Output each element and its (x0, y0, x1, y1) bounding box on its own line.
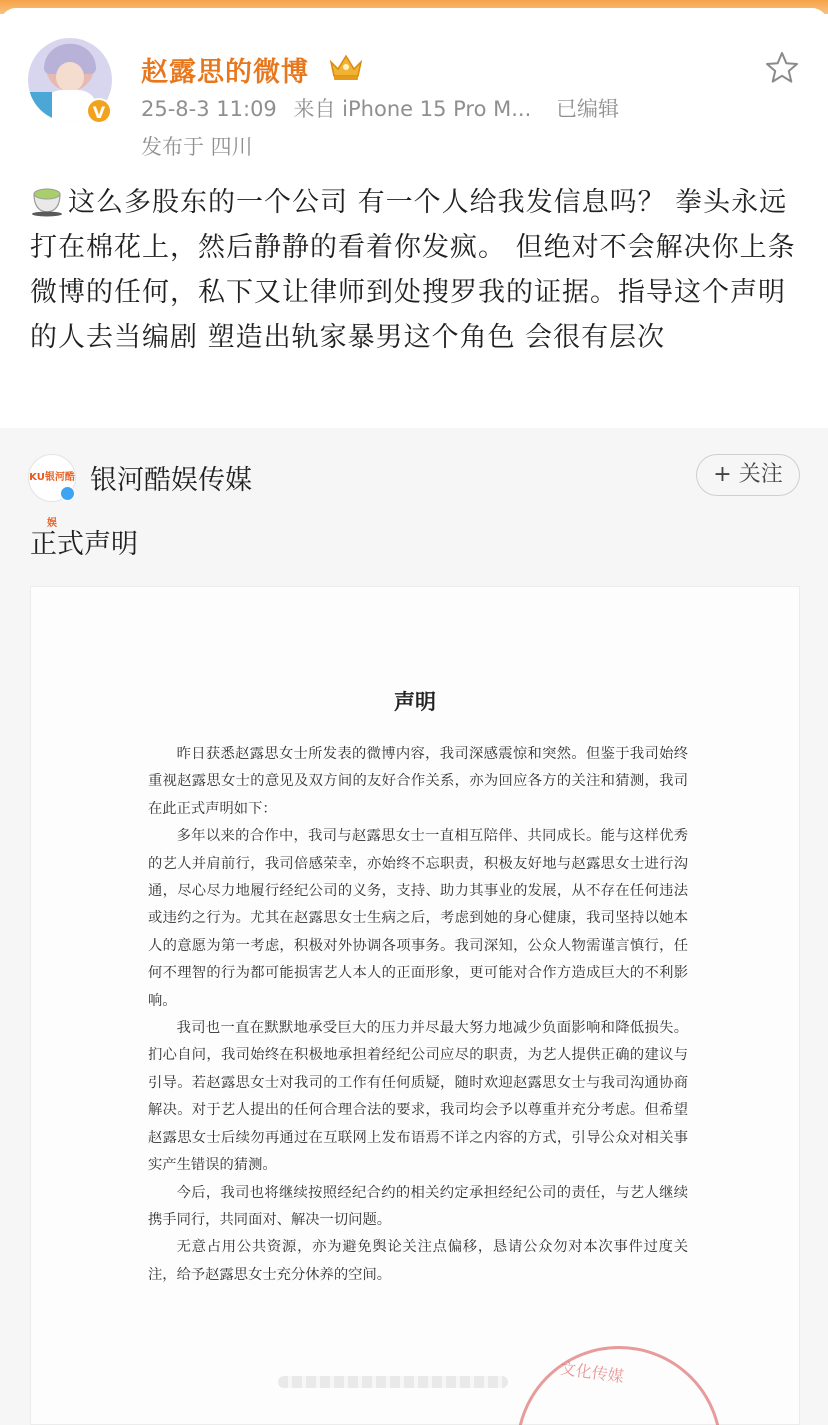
seal-text: 文化传媒 (558, 1358, 625, 1387)
statement-image[interactable] (30, 586, 800, 1425)
statement-paragraph: 多年以来的合作中，我司与赵露思女士一直相互陪伴、共同成长。能与这样优秀的艺人并肩前行，我司倍感荣幸，亦始终不忘职责，积极友好地与赵露思女士进行沟通，尽心尽力地履行经纪公司的义务，支持、助力其事业的发展，从不存在任何违法或违约之行为。尤其在赵露思女士生病之后，考虑到她的身心健康，我司坚持以她本人的意愿为第一考虑，积极对外协调各项事务。我司深知，公众人物需谨言慎行，任何不理智的行为都可能损害艺人本人的正面形象，更可能对合作方造成巨大的不利影响。 (148, 828, 688, 1009)
scan-watermark (278, 1376, 508, 1388)
edited-label[interactable]: 已编辑 (555, 97, 619, 121)
statement-paragraph: 无意占用公共资源，亦为避免舆论关注点偏移，恳请公众勿对本次事件过度关注，给予赵露思女士充分休养的空间。 (148, 1239, 688, 1283)
username[interactable]: 赵露思的微博 (141, 57, 309, 88)
post-time: 25-8-3 11:09 (141, 97, 277, 121)
tea-icon (30, 183, 64, 217)
repost-username[interactable]: 银河酷娱传媒 (90, 465, 252, 496)
post-body (30, 180, 810, 360)
repost-verified-icon (60, 486, 75, 501)
post-source: 来自 iPhone 15 Pro M... (293, 97, 532, 121)
statement-paragraph: 今后，我司也将继续按照经纪合约的相关约定承担经纪公司的责任，与艺人继续携手同行，共同面对、解决一切问题。 (148, 1184, 688, 1228)
statement-paragraph: 我司也一直在默默地承受巨大的压力并尽最大努力地减少负面影响和降低损失。扪心自问，我司始终在积极地承担着经纪公司应尽的职责，为艺人提供正确的建议与引导。若赵露思女士对我司的工作有任何质疑，随时欢迎赵露思女士与我司沟通协商解决。对于艺人提出的任何合理合法的要求，我司均会予以尊重并充分考虑。但希望赵露思女士后续勿再通过在互联网上发布语焉不详之内容的方式，引导公众对相关事实产生错误的猜测。 (148, 1020, 688, 1174)
verified-badge-icon: V (86, 98, 112, 124)
post-meta (141, 93, 619, 123)
follow-button[interactable]: + 关注 (696, 454, 800, 496)
star-icon[interactable] (764, 50, 800, 86)
avatar-background-object (28, 92, 52, 122)
avatar-face (56, 62, 84, 92)
statement-paragraph: 昨日获悉赵露思女士所发表的微博内容，我司深感震惊和突然。但鉴于我司始终重视赵露思女士的意见及双方间的友好合作关系，亦为回应各方的关注和猜测，我司在此正式声明如下： (148, 746, 688, 817)
repost-avatar-logo: KU银河酷娱 (29, 472, 75, 529)
repost-text: 正式声明 (30, 529, 138, 560)
statement-body (148, 741, 688, 1289)
crown-badge-icon (328, 52, 364, 82)
post-location: 发布于 四川 (141, 135, 253, 159)
statement-title: 声明 (394, 689, 436, 714)
post-text: 这么多股东的一个公司 有一个人给我发信息吗？ 拳头永远打在棉花上，然后静静的看着你发疯。 但绝对不会解决你上条微博的任何，私下又让律师到处搜罗我的证据。指导这个声明的人去当编剧 塑造出轨家暴男这个角色 会很有层次 (30, 187, 796, 353)
